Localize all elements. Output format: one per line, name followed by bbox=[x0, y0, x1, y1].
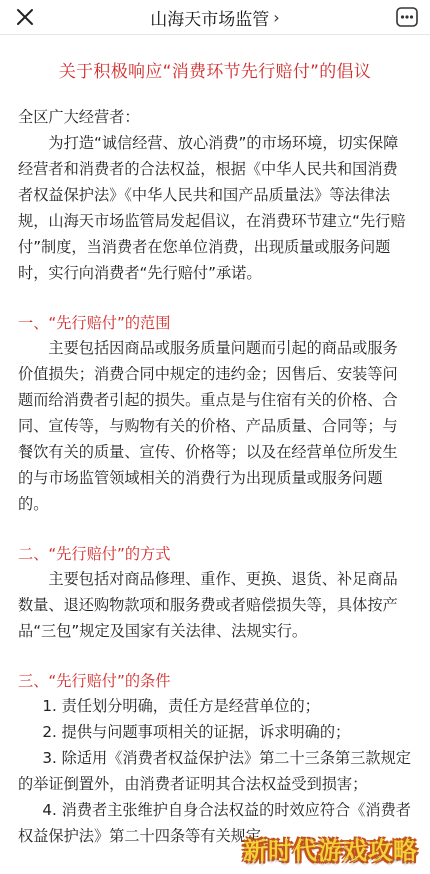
list-item: 2. 提供与问题事项相关的证据，诉求明确的； bbox=[42, 723, 351, 741]
article-title: 关于积极响应“消费环节先行赔付”的倡议 bbox=[58, 62, 372, 82]
more-options-icon[interactable] bbox=[396, 7, 418, 27]
account-name-link[interactable] bbox=[150, 5, 279, 30]
top-bar bbox=[0, 0, 430, 35]
close-icon[interactable] bbox=[14, 6, 36, 28]
list-item: 4. 消费者主张维护自身合法权益的时效应符合《消费者权益保护法》第二十四条等有关规定。 bbox=[18, 801, 411, 845]
section-heading: 二、“先行赔付”的方式 bbox=[18, 545, 171, 563]
account-name: 山海天市场监管 bbox=[150, 9, 270, 30]
list-item: 3. 除适用《消费者权益保护法》第二十三条第三款规定的举证倒置外，由消费者证明其合法权益受到损害； bbox=[18, 749, 411, 793]
section-body: 主要包括对商品修理、重作、更换、退货、补足商品数量、退还购物款项和服务费或者赔偿损失等，具体按产品“三包”规定及国家有关法律、法规实行。 bbox=[18, 570, 398, 640]
list-item: 1. 责任划分明确，责任方是经营单位的； bbox=[42, 697, 320, 715]
article-body bbox=[0, 104, 430, 286]
chevron-right-icon: › bbox=[273, 7, 280, 27]
greeting: 全区广大经营者： bbox=[18, 108, 140, 126]
watermark: 新时代游戏攻略 bbox=[243, 837, 418, 865]
section-body: 主要包括因商品或服务质量问题而引起的商品或服务价值损失；消费合同中规定的违约金；因售后、安装等问题而给消费者引起的损失。重点是与住宿有关的价格、合同、宣传等，与购物有关的价格、产品质量、合同等；与餐饮有关的质量、宣传、价格等；以及在经营单位所发生的与市场监管领域相关的消费行为出现质量或服务问题的。 bbox=[18, 339, 398, 513]
section-heading: 一、“先行赔付”的范围 bbox=[18, 314, 171, 332]
section-heading: 三、“先行赔付”的条件 bbox=[18, 672, 171, 690]
intro-paragraph: 为打造“诚信经营、放心消费”的市场环境，切实保障经营者和消费者的合法权益，根据《中华人民共和国消费者权益保护法》《中华人民共和国产品质量法》等法律法规，山海天市场监管局发起倡议，在消费环节建立“先行赔付”制度，当消费者在您单位消费，出现质量或服务问题时，实行向消费者“先行赔付”承诺。 bbox=[18, 134, 406, 282]
